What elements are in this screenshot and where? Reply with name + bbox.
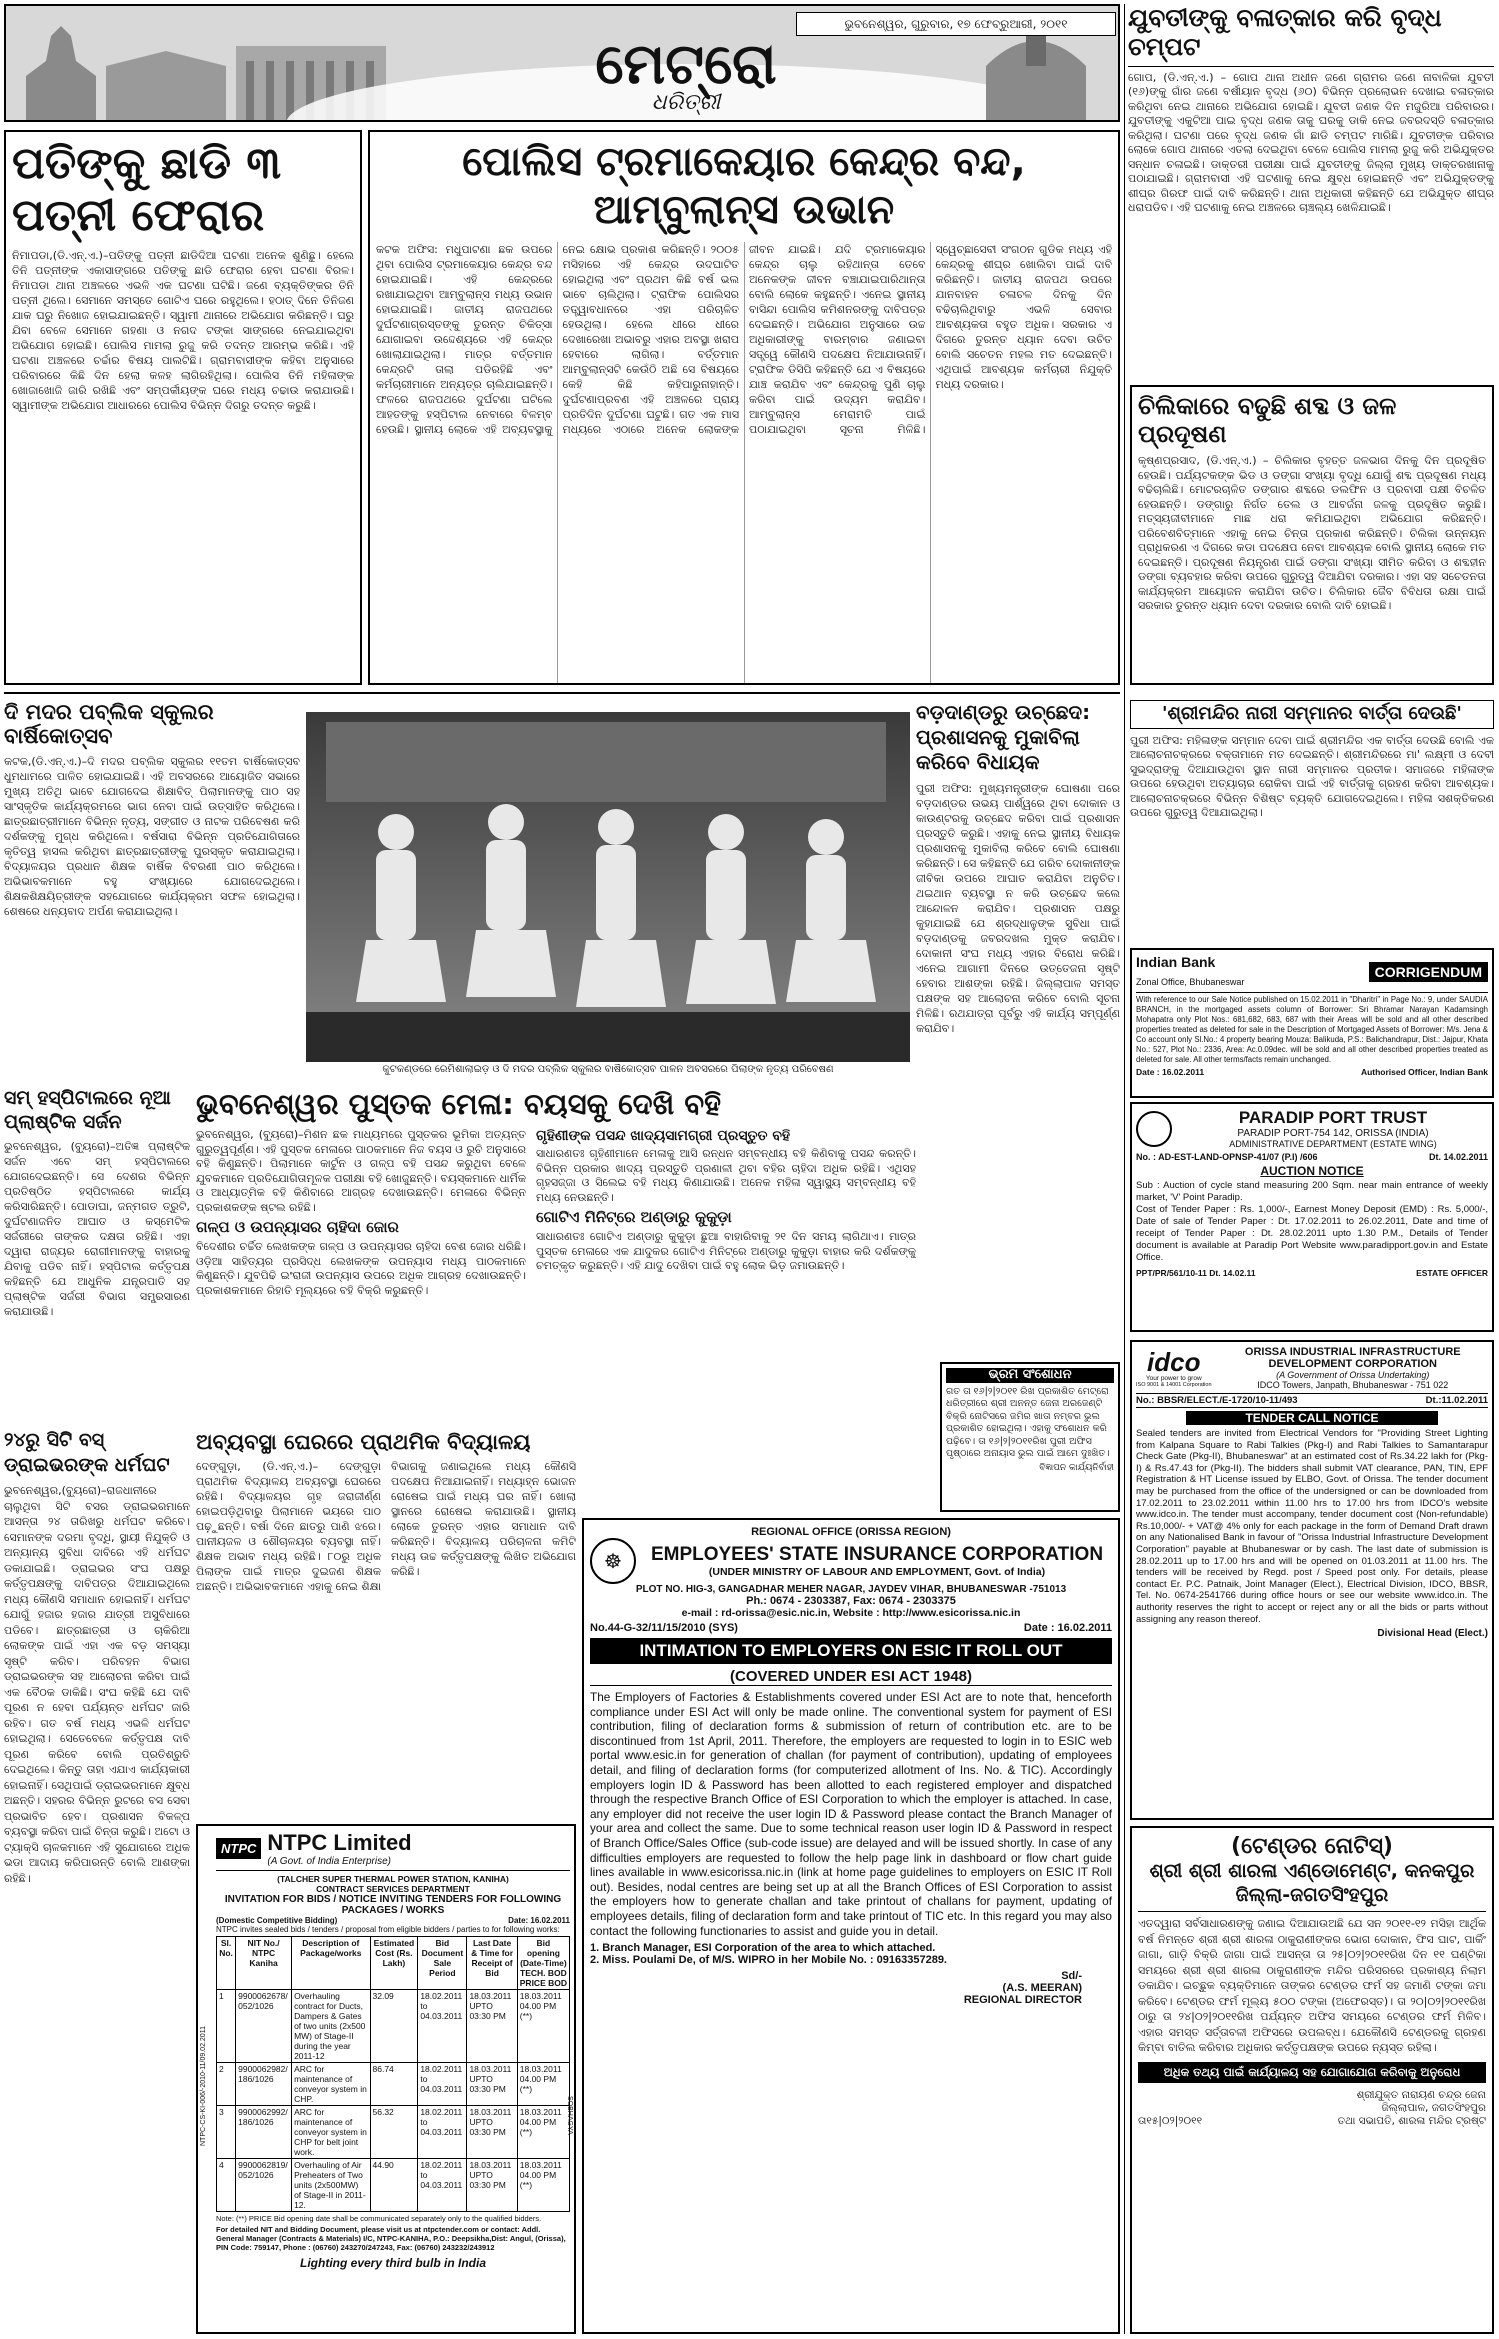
tender-signer-addr: ଜିଲ୍ଲାପାଳ, ଜଗତସିଂହପୁର: [1381, 2101, 1486, 2114]
ntpc-table-cell: 9900062982/ 186/1026: [236, 2063, 292, 2106]
paradip-title: PARADIP PORT TRUST: [1238, 1108, 1428, 1127]
tender-title: (ଟେଣ୍ଡର ନୋଟିସ୍): [1231, 1834, 1393, 1859]
esic-sign: Sd/-: [1061, 1970, 1082, 1983]
ntpc-table-cell: 18.02.2011 to 04.03.2011: [418, 1990, 467, 2063]
police-story: [368, 130, 1120, 685]
ntpc-table-cell: Overhauling of Air Preheaters of Two units (2x500MW) of Stage-II in 2011-12.: [292, 2159, 370, 2212]
odia-corrigendum-title: ଭ୍ରମ ସଂଶୋଧନ: [946, 1368, 1114, 1383]
bus-story: [4, 1428, 190, 2334]
esic-title: EMPLOYEES' STATE INSURANCE CORPORATION: [650, 1544, 1104, 1565]
hospital-story-headline: ସମ୍ ହସ୍ପିଟାଲରେ ନୂଆ ପ୍ଲାଷ୍ଟିକ ସର୍ଜନ: [4, 1087, 171, 1133]
ntpc-table-cell: ARC for maintenance of conveyor system in CHP.: [292, 2063, 370, 2106]
temple-story-headline: 'ଶ୍ରୀମନ୍ଦିର ନାରୀ ସମ୍ମାନର ବାର୍ତ୍ତା ଦେଉଛି': [1130, 700, 1494, 729]
ntpc-table-cell: 86.74: [370, 2063, 418, 2106]
esic-ministry: (UNDER MINISTRY OF LABOUR AND EMPLOYMENT, Govt. of India): [708, 1566, 1046, 1578]
idco-tagline: Your power to grow: [1145, 1374, 1202, 1382]
indian-bank-office: Zonal Office, Bhubaneswar: [1136, 977, 1245, 987]
primary-school-story: [196, 1430, 576, 1730]
paradip-port-ad: [1130, 1102, 1494, 1332]
esic-signer-title: REGIONAL DIRECTOR: [963, 1994, 1082, 2007]
idco-logo: idco: [1147, 1346, 1201, 1377]
photo-caption: କୁଟକଣ୍ଡରେ ରେମିଶାଲାଇଡ଼ ଓ ଦି ମଦର ପବ୍ଲିକ ସ୍କୁଲର ବାର୍ଷିକୋତ୍ସବ ପାଳନ ଅବସରରେ ପିଲାଙ୍କ ନୃତ୍ୟ ପରିବେଷଣ: [382, 1064, 834, 1075]
ntpc-table-cell: 18.03.2011 04.00 PM (**): [517, 2159, 569, 2212]
temple-story: [1130, 700, 1494, 945]
ntpc-table-cell: 18.03.2011 UPTO 03:30 PM: [467, 2159, 517, 2212]
ntpc-table-header: Sl. No.: [217, 1937, 236, 1990]
mla-story-body: ପୁରୀ ଅଫିସ: ମୁଖ୍ୟମନ୍ତ୍ରୀଙ୍କ ଘୋଷଣା ପରେ ବଡ଼ଦାଣ୍ଡର ଉଭୟ ପାର୍ଶ୍ୱରେ ଥିବା ଦୋକାନ ଓ କାଉଣ୍ଟରକୁ ଉଚ୍ଛେଦ କରିବା ପାଇଁ ପ୍ରଶାସନ ପ୍ରସ୍ତୁତି କରୁଛି। ଏହାକୁ ନେଇ ସ୍ଥାନୀୟ ବିଧାୟକ ପ୍ରଶାସନକୁ ମୁକାବିଲା କରିବେ ବୋଲି ଘୋଷଣା କରିଛନ୍ତି। ସେ କହିଛନ୍ତି ଯେ ଗରିବ ଦୋକାନୀଙ୍କ ଜୀବିକା ଉପରେ ଆଘାତ କରାଯିବା ଅନୁଚିତ। ଥଇଥାନ ବ୍ୟବସ୍ଥା ନ କରି ଉଚ୍ଛେଦ କଲେ ଆନ୍ଦୋଳନ କରାଯିବ। ପ୍ରଶାସନ ପକ୍ଷରୁ କୁହାଯାଇଛି ଯେ ଶ୍ରଦ୍ଧାଳୁଙ୍କ ସୁବିଧା ପାଇଁ ବଡ଼ଦାଣ୍ଡକୁ ଜବରଦଖଲ ମୁକ୍ତ କରାଯିବ। ଦୋକାନୀ ସଂଘ ମଧ୍ୟ ଏହାର ବିରୋଧ କରିଛି। ଏନେଇ ଆଗାମୀ ଦିନରେ ଉତ୍ତେଜନା ସୃଷ୍ଟି ହେବାର ଆଶଙ୍କା ରହିଛି। ଜିଲ୍ଲାପାଳ ସମସ୍ତ ପକ୍ଷଙ୍କ ସହ ଆଲୋଚନା କରିବେ ବୋଲି ସୂଚନା ମିଳିଛି। ରଥଯାତ୍ରା ପୂର୍ବରୁ ଏହି କାର୍ଯ୍ୟ ସମ୍ପୂର୍ଣ୍ଣ କରାଯିବ।: [916, 782, 1120, 1035]
ntpc-table-row: [217, 2106, 570, 2159]
ntpc-table-cell: 18.03.2011 04.00 PM (**): [517, 2106, 569, 2159]
dance-photo: [306, 712, 910, 1062]
paradip-dept: ADMINISTRATIVE DEPARTMENT (ESTATE WING): [1229, 1139, 1437, 1149]
mla-story: [916, 700, 1120, 1300]
ntpc-services: CONTRACT SERVICES DEPARTMENT: [316, 1884, 470, 1894]
masthead-subtitle: ଧରିତ୍ରୀ: [651, 90, 721, 115]
esic-emblem-icon: ☸: [590, 1538, 636, 1584]
book-fair-sub1-body: ସାଧାରଣତଃ ଗୃହିଣୀମାନେ ମେଳାକୁ ଆସି ରନ୍ଧନ ସମ୍ବନ୍ଧୀୟ ବହି କିଣିବାକୁ ପସନ୍ଦ କରନ୍ତି। ବିଭିନ୍ନ ପ୍ରକାର ଖାଦ୍ୟ ପ୍ରସ୍ତୁତି ପ୍ରଣାଳୀ ଥିବା ବହିର ଚାହିଦା ଅଧିକ ରହିଛି। ଏଥିସହ ଗୃହସଜ୍ଜା ଓ ସିଲେଇ ବହି ମଧ୍ୟ କିଣାଯାଉଛି। ଅନେକ ମହିଳା ସ୍ୱାସ୍ଥ୍ୟ ସମ୍ବନ୍ଧୀୟ ବହି ମଧ୍ୟ ନେଉଛନ୍ତି।: [536, 1147, 916, 1204]
chilika-story: [1130, 385, 1494, 685]
abandon-story: [4, 130, 362, 685]
idco-iso: ISO 9001 & 14001 Corporation: [1136, 1381, 1212, 1388]
book-fair-body: ଭୁବନେଶ୍ୱର, (ବ୍ୟୁରୋ)–ମିଶନ ଛକ ମାଧ୍ୟମରେ ପୁସ୍ତକର ଭୂମିକା ଅତ୍ୟନ୍ତ ଗୁରୁତ୍ୱପୂର୍ଣ୍ଣ। ଏହି ପୁସ୍ତକ ମେଳାରେ ପାଠକମାନେ ନିଜ ବୟସ ଓ ରୁଚି ଅନୁସାରେ ବହି କିଣୁଛନ୍ତି। ପିଲାମାନେ କାର୍ଟୁନ ଓ ଗଳ୍ପ ବହି ପସନ୍ଦ କରୁଥିବା ବେଳେ ଯୁବକମାନେ ପ୍ରତିଯୋଗିତାମୂଳକ ପରୀକ୍ଷା ବହି ଖୋଜୁଛନ୍ତି। ବୟସ୍କମାନେ ଧାର୍ମିକ ଓ ଆଧ୍ୟାତ୍ମିକ ବହି କିଣିବାରେ ଆଗ୍ରହ ଦେଖାଉଛନ୍ତି। ମେଳାରେ ବିଭିନ୍ନ ପ୍ରକାଶକଙ୍କ ଷ୍ଟଲ ରହିଛି।: [196, 1128, 526, 1214]
mla-story-headline: ବଡ଼ଦାଣ୍ଡରୁ ଉଚ୍ଛେଦ: ପ୍ରଶାସନକୁ ମୁକାବିଲା କରିବେ ବିଧାୟକ: [916, 700, 1091, 774]
idco-signatory: Divisional Head (Elect.): [1377, 1628, 1488, 1640]
idco-body: Sealed tenders are invited from Electrical Vendors for "Providing Street Lighting from Kalpana Square to Rabi Talkies (Pkg-I) and Rabi Talkies to Samantarapur Check Gate (Pkg-II), Bhubaneswar" at an estimated cost of Rs.34.22 lakh for (Pkg-I) & Rs.47.43 for (Pkg-II). The bidders shall submit VAT clearance, PAN, TIN, EPF Registration & HT License issued by ELBO, Govt. of Orissa. The tender document may be purchased from the office of the undersigned or can be downloaded from 17.02.2011 to 23.02.2011 within 11.00 hrs to 17.00 hrs from IDCO's website www.idco.in. The tender must accompany, tender document cost (Non-refundable) Rs.10,000/- + VAT@ 4% only for each package in the form of Demand Draft drawn on any Nationalised Bank in favour of "Orissa Industrial Infrastructure Development Corporation" payable at Bhubaneswar or by cash. The last date of submission is 28.02.2011 up to 17.00 hrs and will be opened on 01.03.2011 at 11.00 hrs. The tenders will be received by Regd. post / Speed post only. For details, please contact Er. P.C. Patnaik, Joint Manager (Elect.), Electrical Division, IDCO, BBSR, Tel. No. 0674-2541766 during office hours or see our website www.idco.in. The authority reserves the right to accept or reject any or all the bids or parts without assigning any reason thereof.: [1136, 1428, 1488, 1625]
ntpc-title: NTPC Limited: [267, 1830, 412, 1855]
ntpc-table-cell: ARC for maintenance of conveyor system in CHP for belt joint work.: [292, 2106, 370, 2159]
ntpc-table-cell: 18.03.2011 04.00 PM (**): [517, 2063, 569, 2106]
esic-contact2: 2. Miss. Poulami De, of M/S. WIPRO in her Mobile No. : 09163357289.: [590, 1954, 947, 1967]
book-fair-story: [196, 1086, 916, 1416]
ntpc-table-header: Bid Document Sale Period: [418, 1937, 467, 1990]
hospital-story: [4, 1086, 190, 1426]
book-fair-sub2-headline: ଗଳ୍ପ ଓ ଉପନ୍ୟାସର ଚାହିଦା ଜୋର: [196, 1218, 399, 1236]
ntpc-table-cell: 18.03.2011 UPTO 03:30 PM: [467, 2063, 517, 2106]
book-fair-sub2-body: ବିଦେଶୀର ଚର୍ଚ୍ଚିତ ଲେଖକଙ୍କ ଗଳ୍ପ ଓ ଉପନ୍ୟାସର ଚାହିଦା ବେଶ ଜୋର ଧରିଛି। ଓଡ଼ିଆ ସାହିତ୍ୟର ପ୍ରସିଦ୍ଧ ଲେଖକଙ୍କ ଉପନ୍ୟାସ ମଧ୍ୟ ପାଠକମାନେ କିଣୁଛନ୍ତି। ଯୁବପିଢି ଇଂରାଜୀ ଉପନ୍ୟାସ ଉପରେ ଅଧିକ ଆଗ୍ରହ ଦେଖାଉଛନ୍ତି। ପ୍ରକାଶକମାନେ ରିହାତି ମୂଲ୍ୟରେ ବହି ବିକ୍ରି କରୁଛନ୍ତି।: [196, 1240, 526, 1297]
ntpc-tagline: Lighting every third bulb in India: [300, 2256, 486, 2270]
ntpc-table-cell: 18.03.2011 04.00 PM (**): [517, 1990, 569, 2063]
esic-ad: [582, 1518, 1120, 2334]
masthead: [4, 4, 1120, 122]
tender-signer: ଶ୍ରୀଯୁକ୍ତ ନାରାୟଣ ଚନ୍ଦ୍ର ଜେନା: [1356, 2088, 1486, 2101]
police-story-headline: ପୋଲିସ ଟ୍ରମାକେୟାର କେନ୍ଦ୍ର ବନ୍ଦ, ଆମ୍ବୁଲାନ୍ସ ଉଭାନ: [462, 139, 1026, 233]
ntpc-table-cell: 9900062819/ 052/1026: [236, 2159, 292, 2212]
idco-ref-date: Dt.:11.02.2011: [1425, 1395, 1488, 1406]
ntpc-intro: NTPC invites sealed bids / tenders / proposal from eligible bidders / parties to for following works:: [216, 1925, 560, 1934]
ntpc-table-row: [217, 2159, 570, 2212]
esic-contact1: 1. Branch Manager, ESI Corporation of the area to which attached.: [590, 1942, 936, 1955]
indian-bank-ad: [1130, 948, 1494, 1098]
ntpc-table-row: [217, 2063, 570, 2106]
tender-signer-title: ତଥା ସଭାପତି, ଶାରଳା ମନ୍ଦିର ଟ୍ରଷ୍ଟ: [1337, 2114, 1486, 2127]
esic-region: REGIONAL OFFICE (ORISSA REGION): [751, 1526, 951, 1538]
paradip-emblem-icon: [1136, 1111, 1172, 1147]
rape-story-headline: ଯୁବତୀଙ୍କୁ ବଳାତ୍କାର କରି ବୃଦ୍ଧ ଚମ୍ପଟ: [1128, 4, 1494, 67]
ntpc-table-cell: 18.03.2011 UPTO 03:30 PM: [467, 2106, 517, 2159]
school-story-headline: ଦି ମଦର ପବ୍ଲିକ ସ୍କୁଲର ବାର୍ଷିକୋତ୍ସବ: [4, 700, 214, 749]
ntpc-table-cell: 44.90: [370, 2159, 418, 2212]
esic-addr: PLOT NO. HIG-3, GANGADHAR MEHER NAGAR, JAYDEV VIHAR, BHUBANESWAR -751013: [635, 1584, 1067, 1595]
tender-footer: ଅଧିକ ତଥ୍ୟ ପାଇଁ କାର୍ଯ୍ୟାଳୟ ସହ ଯୋଗାଯୋଗ କରିବାକୁ ଅନୁରୋଧ: [1138, 2062, 1486, 2083]
idco-addr: IDCO Towers, Janpath, Bhubaneswar - 751 022: [1257, 1380, 1449, 1390]
indian-bank-body: With reference to our Sale Notice published on 15.02.2011 in "Dharitri" in Page No.: 9, under SAUDIA BRANCH, in the mortgaged assets column of Borrower: Sri Bhramar Narayan Kadamsingh Mohapatra only Plot Nos.: 681,682, 683, 687 with their Areas will be sold and all other described properties treated as deleted for sale in the Description of Mortgaged Assets of Borrower: M/s. Jena & Co account only Sl.No.: 4 property bearing Mouza: Balikuda, P.S.: Balichandrapur, Dist.: Jajpur, Khata No.: 527, Plot No.: 2336, Area: Ac.0.09dec. will be sold and all other described properties treated as deleted for sale. All other terms/facts remain unchanged.: [1136, 995, 1488, 1064]
masthead-title: ମେଟ୍ରୋ: [595, 32, 777, 97]
idco-ad: [1130, 1340, 1494, 1820]
esic-date: Date : 16.02.2011: [1023, 1622, 1112, 1634]
ntpc-side-right: SOBHAGYA: [566, 2096, 573, 2135]
paradip-addr: PARADIP PORT-754 142, ORISSA (INDIA): [1237, 1128, 1429, 1139]
ntpc-table-row: [217, 1990, 570, 2063]
idco-notice: TENDER CALL NOTICE: [1186, 1411, 1438, 1425]
dateline: ଭୁବନେଶ୍ୱର, ଗୁରୁବାର, ୧୭ ଫେବ୍ରୁଆରୀ, ୨୦୧୧: [796, 12, 1116, 36]
ntpc-table-cell: 4: [217, 2159, 236, 2212]
indian-bank-signatory: Authorised Officer, Indian Bank: [1360, 1067, 1488, 1077]
temple-story-body: ପୁରୀ ଅଫିସ: ମହିଳାଙ୍କ ସମ୍ମାନ ଦେବା ପାଇଁ ଶ୍ରୀମନ୍ଦିର ଏକ ବାର୍ତ୍ତା ଦେଉଛି ବୋଲି ଏକ ଆଲୋଚନାଚକ୍ରରେ ବକ୍ତାମାନେ ମତ ଦେଇଛନ୍ତି। ଶ୍ରୀମନ୍ଦିରରେ ମା' ଲକ୍ଷ୍ମୀ ଓ ଦେବୀ ସୁଭଦ୍ରାଙ୍କୁ ଦିଆଯାଉଥିବା ସ୍ଥାନ ନାରୀ ସମ୍ମାନର ପ୍ରତୀକ। ସମାଜରେ ମହିଳାଙ୍କ ଉପରେ ହେଉଥିବା ଅତ୍ୟାଚାର ରୋକିବା ପାଇଁ ଏହି ବାର୍ତ୍ତାକୁ ଗ୍ରହଣ କରିବା ଆବଶ୍ୟକ। ଆଲୋଚନାଚକ୍ରରେ ବିଭିନ୍ନ ବିଶିଷ୍ଟ ବ୍ୟକ୍ତି ଯୋଗଦେଇଥିଲେ। ମହିଳା ସଶକ୍ତିକରଣ ଉପରେ ଗୁରୁତ୍ୱ ଦିଆଯାଇଥିଲା।: [1130, 733, 1494, 820]
paradip-notice: AUCTION NOTICE: [1260, 1164, 1364, 1178]
ntpc-logo: NTPC: [216, 1838, 261, 1859]
ntpc-table-header: Estimated Cost (Rs. Lakh): [370, 1937, 418, 1990]
ntpc-table-header: NIT No./ NTPC Kaniha: [236, 1937, 292, 1990]
ntpc-table-header: Bid opening (Date-Time) TECH. BOD PRICE BOD: [517, 1937, 569, 1990]
ntpc-table-header: Description of Package/works: [292, 1937, 370, 1990]
ntpc-table-cell: 9900062678/ 052/1026: [236, 1990, 292, 2063]
police-story-body: କଟକ ଅଫିସ: ମଧୁପାଟଣା ଛକ ଉପରେ ଥିବା ପୋଲିସ ଟ୍ରମାକେୟାର କେନ୍ଦ୍ର ବନ୍ଦ ହୋଇଯାଇଛି। ଏହି କେନ୍ଦ୍ରରେ ରଖାଯାଇଥିବା ଆମ୍ବୁଲାନ୍ସ ମଧ୍ୟ ଉଭାନ ହୋଇଯାଇଛି। ଜାତୀୟ ରାଜପଥରେ ଦୁର୍ଘଟଣାଗ୍ରସ୍ତଙ୍କୁ ତୁରନ୍ତ ଚିକିତ୍ସା ଯୋଗାଇବା ଉଦ୍ଦେଶ୍ୟରେ ଏହି କେନ୍ଦ୍ର ଖୋଲାଯାଇଥିଲା। ମାତ୍ର ବର୍ତ୍ତମାନ କେନ୍ଦ୍ରଟି ତାଲା ପଡିରହିଛି ଏବଂ କର୍ମଚାରୀମାନେ ଅନ୍ୟତ୍ର ଚାଲିଯାଇଛନ୍ତି। ଫଳରେ ରାଜପଥରେ ଦୁର୍ଘଟଣା ଘଟିଲେ ଆହତଙ୍କୁ ହସ୍ପିଟାଲ ନେବାରେ ବିଳମ୍ବ ହେଉଛି। ସ୍ଥାନୀୟ ଲୋକେ ଏହି ଅବ୍ୟବସ୍ଥାକୁ ନେଇ କ୍ଷୋଭ ପ୍ରକାଶ କରିଛନ୍ତି। ୨୦୦୫ ମସିହାରେ ଏହି କେନ୍ଦ୍ର ଉଦଘାଟିତ ହୋଇଥିଲା ଏବଂ ପ୍ରଥମ କିଛି ବର୍ଷ ଭଲ ଭାବେ ଚାଲିଥିଲା। ଟ୍ରାଫିକ ପୋଲିସର ତତ୍ତ୍ୱାବଧାନରେ ଏହା ପରିଚାଳିତ ହେଉଥିଲା। ହେଲେ ଧୀରେ ଧୀରେ ଦେଖାରେଖା ଅଭାବରୁ ଏହାର ଅବସ୍ଥା ଖରାପ ହେବାରେ ଲାଗିଲା। ବର୍ତ୍ତମାନ ଆମ୍ବୁଲାନ୍ସଟି କେଉଁଠି ଅଛି ସେ ବିଷୟରେ କେହି କିଛି କହିପାରୁନାହାନ୍ତି। ଦୁର୍ଘଟଣାପ୍ରବଣ ଏହି ଅଞ୍ଚଳରେ ପ୍ରାୟ ପ୍ରତିଦିନ ଦୁର୍ଘଟଣା ଘଟୁଛି। ଗତ ଏକ ମାସ ମଧ୍ୟରେ ଏଠାରେ ଅନେକ ଲୋକଙ୍କ ଜୀବନ ଯାଇଛି। ଯଦି ଟ୍ରମାକେୟାର କେନ୍ଦ୍ର ଚାଲୁ ରହିଥାନ୍ତା ତେବେ ଅନେକଙ୍କ ଜୀବନ ବଞ୍ଚାଯାଇପାରିଥାନ୍ତା ବୋଲି ଲୋକେ କହୁଛନ୍ତି। ଏନେଇ ସ୍ଥାନୀୟ ବାସିନ୍ଦା ପୋଲିସ କମିଶନରଙ୍କୁ ଦାବିପତ୍ର ଦେଇଛନ୍ତି। ଅଭିଯୋଗ ଅନୁସାରେ ଉଚ୍ଚ ଅଧିକାରୀଙ୍କୁ ବାରମ୍ବାର ଜଣାଇବା ସତ୍ତ୍ୱେ କୌଣସି ପଦକ୍ଷେପ ନିଆଯାଉନାହିଁ। ଟ୍ରାଫିକ ଡିସିପି କହିଛନ୍ତି ଯେ ଏ ବିଷୟରେ ଯାଞ୍ଚ କରାଯିବ ଏବଂ କେନ୍ଦ୍ରକୁ ପୁଣି ଚାଲୁ କରିବା ପାଇଁ ଉଦ୍ୟମ କରାଯିବ। ଆମ୍ବୁଲାନ୍ସ ମେରାମତି ପାଇଁ ପଠାଯାଇଥିବା ସୂଚନା ମିଳିଛି। ସ୍ୱେଚ୍ଛାସେବୀ ସଂଗଠନ ଗୁଡିକ ମଧ୍ୟ ଏହି କେନ୍ଦ୍ରକୁ ଶୀଘ୍ର ଖୋଲିବା ପାଇଁ ଦାବି କରିଛନ୍ତି। ଜାତୀୟ ରାଜପଥ ଉପରେ ଯାନବାହନ ଚଳାଚଳ ଦିନକୁ ଦିନ ବଢିଚାଲିଥିବାରୁ ଏଭଳି ସେବାର ଆବଶ୍ୟକତା ବହୁତ ଅଧିକ। ସରକାର ଏ ଦିଗରେ ତୁରନ୍ତ ଧ୍ୟାନ ଦେବା ଉଚିତ ବୋଲି ସଚେତନ ମହଲ ମତ ଦେଇଛନ୍ତି। ଏଥିପାଇଁ ଆବଶ୍ୟକ କର୍ମଚାରୀ ନିଯୁକ୍ତି ମଧ୍ୟ ଦରକାର।: [376, 243, 1112, 436]
ntpc-table-cell: Overhauling contract for Ducts, Dampers & Gates of two units (2x500 MW) of Stage-II during the year 2011-12: [292, 1990, 370, 2063]
tender-subtitle: ଶ୍ରୀ ଶ୍ରୀ ଶାରଳା ଏଣ୍ଡୋମେଣ୍ଟ, କନକପୁର ଜିଲ୍ଲା-ଜଗତସିଂହପୁର: [1138, 1859, 1486, 1912]
esic-email: e-mail : rd-orissa@esic.nic.in, Website : http://www.esicorissa.nic.in: [681, 1607, 1021, 1619]
primary-school-body: ଦେଙ୍ଗୁଡ଼ା, (ଡି.ଏନ୍.ଏ.)– ଦେଙ୍ଗୁଡ଼ା ପ୍ରାଥମିକ ବିଦ୍ୟାଳୟ ଅବ୍ୟବସ୍ଥା ଘେରରେ ରହିଛି। ବିଦ୍ୟାଳୟର ଗୃହ ଜରାଜୀର୍ଣ୍ଣ ହୋଇପଡ଼ିଥିବାରୁ ପିଲାମାନେ ଭୟରେ ପାଠ ପଢ଼ୁଛନ୍ତି। ବର୍ଷା ଦିନେ ଛାତରୁ ପାଣି ଝରେ। ପାନୀୟଜଳ ଓ ଶୌଚାଳୟର ବ୍ୟବସ୍ଥା ନାହିଁ। ଶିକ୍ଷକ ଅଭାବ ମଧ୍ୟ ରହିଛି। ୮୦ରୁ ଅଧିକ ପିଲାଙ୍କ ପାଇଁ ମାତ୍ର ଦୁଇଜଣ ଶିକ୍ଷକ ଅଛନ୍ତି। ଅଭିଭାବକମାନେ ଏହାକୁ ନେଇ ଶିକ୍ଷା ବିଭାଗକୁ ଜଣାଇଥିଲେ ମଧ୍ୟ କୌଣସି ପଦକ୍ଷେପ ନିଆଯାଇନାହିଁ। ମଧ୍ୟାହ୍ନ ଭୋଜନ ରୋଷେଇ ପାଇଁ ମଧ୍ୟ ଘର ନାହିଁ। ଖୋଲା ସ୍ଥାନରେ ରୋଷେଇ କରାଯାଉଛି। ସ୍ଥାନୀୟ ଲୋକେ ତୁରନ୍ତ ଏହାର ସମାଧାନ ଦାବି କରିଛନ୍ତି। ବିଦ୍ୟାଳୟ ପରିଚାଳନା କମିଟି ମଧ୍ୟ ଉଚ୍ଚ କର୍ତ୍ତୃପକ୍ଷଙ୍କୁ ଲିଖିତ ଅଭିଯୋଗ କରିଛି।: [196, 1460, 576, 1594]
paradip-officer: ESTATE OFFICER: [1416, 1268, 1488, 1278]
bus-story-body: ଭୁବନେଶ୍ୱର,(ବ୍ୟୁରୋ)–ରାଜଧାନୀରେ ଚାଲୁଥିବା ସିଟି ବସର ଡ୍ରାଇଭରମାନେ ଆସନ୍ତା ୨୪ ତାରିଖରୁ ଧର୍ମଘଟ କରିବେ। ସେମାନଙ୍କ ଦରମା ବୃଦ୍ଧି, ସ୍ଥାୟୀ ନିଯୁକ୍ତି ଓ ଅନ୍ୟାନ୍ୟ ସୁବିଧା ଦାବିରେ ଏହି ଧର୍ମଘଟ ଡକାଯାଇଛି। ଡ୍ରାଇଭର ସଂଘ ପକ୍ଷରୁ କର୍ତ୍ତୃପକ୍ଷଙ୍କୁ ଦାବିପତ୍ର ଦିଆଯାଇଥିଲେ ମଧ୍ୟ କୌଣସି ସମାଧାନ ହୋଇନାହିଁ। ଧର୍ମଘଟ ଯୋଗୁଁ ହଜାର ହଜାର ଯାତ୍ରୀ ଅସୁବିଧାରେ ପଡିବେ। ଛାତ୍ରଛାତ୍ରୀ ଓ ଚାକିରିଆ ଲୋକଙ୍କ ପାଇଁ ଏହା ଏକ ବଡ଼ ସମସ୍ୟା ସୃଷ୍ଟି କରିବ। ପରିବହନ ବିଭାଗ ଡ୍ରାଇଭରଙ୍କ ସହ ଆଲୋଚନା କରିବା ପାଇଁ ଏକ ବୈଠକ ଡାକିଛି। ସଂଘ କହିଛି ଯେ ଦାବି ପୂରଣ ନ ହେବା ପର୍ଯ୍ୟନ୍ତ ଧର୍ମଘଟ ଜାରି ରହିବ। ଗତ ବର୍ଷ ମଧ୍ୟ ଏଭଳି ଧର୍ମଘଟ ହୋଇଥିଲା। ସେତେବେଳେ କର୍ତ୍ତୃପକ୍ଷ ଦାବି ପୂରଣ କରିବେ ବୋଲି ପ୍ରତିଶ୍ରୁତି ଦେଇଥିଲେ। କିନ୍ତୁ ତାହା ଏଯାଏ କାର୍ଯ୍ୟକାରୀ ହୋଇନାହିଁ। ସେଥିପାଇଁ ଡ୍ରାଇଭରମାନେ କ୍ଷୁବ୍ଧ ଅଛନ୍ତି। ସହରର ବିଭିନ୍ନ ରୁଟରେ ବସ ସେବା ପ୍ରଭାବିତ ହେବ। ପ୍ରଶାସନ ବିକଳ୍ପ ବ୍ୟବସ୍ଥା କରିବା ପାଇଁ ଚିନ୍ତା କରୁଛି। ଅଟୋ ଓ ଟ୍ୟାକ୍ସି ଚାଳକମାନେ ଏହି ସୁଯୋଗରେ ଅଧିକ ଭଡା ଆଦାୟ କରିପାରନ୍ତି ବୋଲି ଆଶଙ୍କା ରହିଛି।: [4, 1484, 190, 1885]
ntpc-invite: INVITATION FOR BIDS / NOTICE INVITING TENDERS FOR FOLLOWING PACKAGES / WORKS: [224, 1894, 562, 1916]
ntpc-table: [216, 1936, 570, 2212]
ntpc-table-cell: 1: [217, 1990, 236, 2063]
ntpc-note: Note: (**) PRICE Bid opening date shall be communicated separately only to the qualified bidders.: [216, 2214, 542, 2223]
tender-body: ଏତଦ୍ୱାରା ସର୍ବସାଧାରଣଙ୍କୁ ଜଣାଇ ଦିଆଯାଉଅଛି ଯେ ସନ ୨୦୧୧-୧୨ ମସିହା ଆର୍ଥିକ ବର୍ଷ ନିମନ୍ତେ ଶ୍ରୀ ଶ୍ରୀ ଶାରଳା ଠାକୁରାଣୀଙ୍କର ଭୋଗ ଦୋକାନ, ଫିସ ଘାଟ, ପାର୍କିଂ ଜାଗା, ଗାଡ଼ି ବିକ୍ରି ଜାଗା ପାଇଁ ଆସନ୍ତା ତା ୨୫|୦୨|୨୦୧୧ରିଖ ଦିନ ୧୧ ଘଣ୍ଟିକା ସମୟରେ ଶ୍ରୀ ଶ୍ରୀ ଶାରଳା ଠାକୁରାଣୀଙ୍କ ମନ୍ଦିର ପରିସରରେ ପ୍ରକାଶ୍ୟ ନିଲାମ ଡକାଯିବ। ଇଚ୍ଛୁକ ବ୍ୟକ୍ତିମାନେ ତାଙ୍କର ଟେଣ୍ଡର ଫର୍ମ ସହ ଜମାଣି ଟଙ୍କା ଜମା କରିବେ। ଟେଣ୍ଡର ଫର୍ମ ମୂଲ୍ୟ ୫୦୦ ଟଙ୍କା (ଅଫେରସ୍ତ)। ତା ୨୦|୦୨|୨୦୧୧ରିଖ ଠାରୁ ତା ୨୪|୦୨|୨୦୧୧ରିଖ ପର୍ଯ୍ୟନ୍ତ ଅଫିସ ସମୟରେ ଟେଣ୍ଡର ଫର୍ମ ମିଳିବ। ଏହାର ସମସ୍ତ ସର୍ତ୍ତାବଳୀ ଅଫିସରେ ଉପଲବ୍ଧ। ଯେକୌଣସି ଟେଣ୍ଡରକୁ ଗ୍ରହଣ କିମ୍ବା ବାତିଲ କରିବାର ଅଧିକାର କର୍ତ୍ତୃପକ୍ଷଙ୍କ ଉପରେ ନ୍ୟସ୍ତ ରହିଲା।: [1138, 1917, 1486, 2054]
ntpc-table-cell: 9900062992/ 186/1026: [236, 2106, 292, 2159]
odia-tender-ad: [1130, 1826, 1494, 2334]
indian-bank-logo: Indian Bank: [1136, 954, 1216, 970]
school-story-body: କଟକ,(ଡି.ଏନ୍.ଏ.)–ଦି ମଦର ପବ୍ଲିକ ସ୍କୁଲର ୧୧ତମ ବାର୍ଷିକୋତ୍ସବ ଧୁମଧାମରେ ପାଳିତ ହୋଇଯାଇଛି। ଏହି ଅବସରରେ ଆୟୋଜିତ ସଭାରେ ମୁଖ୍ୟ ଅତିଥି ଭାବେ ଯୋଗଦେଇ ଶିକ୍ଷାବିତ୍ ପିଲାମାନଙ୍କୁ ପାଠ ସହ ସାଂସ୍କୃତିକ କାର୍ଯ୍ୟକ୍ରମରେ ଭାଗ ନେବା ପାଇଁ ଉତ୍ସାହିତ କରିଥିଲେ। ଛାତ୍ରଛାତ୍ରୀମାନେ ବିଭିନ୍ନ ନୃତ୍ୟ, ସଙ୍ଗୀତ ଓ ନାଟକ ପରିବେଷଣ କରି ଦର୍ଶକଙ୍କୁ ମୁଗ୍ଧ କରିଥିଲେ। ବର୍ଷସାରା ବିଭିନ୍ନ ପ୍ରତିଯୋଗିତାରେ କୃତିତ୍ୱ ହାସଲ କରିଥିବା ଛାତ୍ରଛାତ୍ରୀଙ୍କୁ ପୁରସ୍କୃତ କରାଯାଇଥିଲା। ବିଦ୍ୟାଳୟର ପ୍ରଧାନ ଶିକ୍ଷକ ବାର୍ଷିକ ବିବରଣୀ ପାଠ କରିଥିଲେ। ଅଭିଭାବକମାନେ ବହୁ ସଂଖ୍ୟାରେ ଯୋଗଦେଇଥିଲେ। ଶିକ୍ଷକଶିକ୍ଷୟିତ୍ରୀଙ୍କ ସହଯୋଗରେ କାର୍ଯ୍ୟକ୍ରମ ସଫଳ ହୋଇଥିଲା। ଶେଷରେ ଧନ୍ୟବାଦ ଅର୍ପଣ କରାଯାଇଥିଲା।: [4, 755, 300, 919]
ntpc-contact: For detailed NIT and Bidding Document, please visit us at ntpctender.com or contact: Addl. General Manager (Contracts & Materials) I/C, NTPC-KANIHA, P.O.: Deepsikha,Dist: Angul, (Orissa), PIN Code: 759147, Phone : (06760) 243270/247243, Fax: (06760) 243232/243912: [216, 2225, 566, 2252]
esic-body: The Employers of Factories & Establishments covered under ESI Act are to note that, henceforth compliance under ESI Act will only be made online. The conventional system for payment of ESI contribution, filing of declaration forms & submission of return of contribution etc. are to be discontinued from 1st April, 2011. Therefore, the employers are requested to login in to ESIC web portal www.esic.in for generation of challan (for payment of contribution), updating of employees detail, and filing of declaration forms (for computerized allotment of Ins. No. & TIC). Accordingly employers login ID & Password has been allotted to each registered employer and dispatched through the respective Branch Office of ESI Corporation to which the employer is attached. In case, any employer did not receive the user login ID & Password please contact the Branch Manager of your area and collect the same. Due to some technical reason user login ID & Password in respect of Branch Office/Sales Office (sub-code issue) are delayed and will be issued shortly. In case of any difficulties employers are requested to follow the help page link in dashboard or flow chart guide lines available in www.esicorissa.nic.in (link at home page guidelines to employers on ESIC IT Roll out). Besides, nodal centres are being set up at all the Branch Offices of ESI Corporation to assist the employers how to generate challan and take printout of challans for payment, updating of employees details, filing of declaration form and take printout of TIC etc. In this regard you may also contact the following functionaries to assist and guide you in detail.: [590, 1690, 1112, 1938]
odia-corrigendum: [940, 1362, 1120, 1512]
tender-date: ତା୧୫|୦୨|୨୦୧୧: [1138, 2114, 1203, 2127]
chilika-story-body: କୃଷ୍ଣପ୍ରସାଦ, (ଡି.ଏନ୍.ଏ.) – ଚିଲିକାର ବୃହତ୍ତ ଜଳଭାଗ ଦିନକୁ ଦିନ ପ୍ରଦୂଷିତ ହେଉଛି। ପର୍ଯ୍ୟଟକଙ୍କ ଭିଡ ଓ ଡଙ୍ଗା ସଂଖ୍ୟା ବୃଦ୍ଧି ଯୋଗୁଁ ଶବ୍ଦ ପ୍ରଦୂଷଣ ମଧ୍ୟ ବଢିଚାଲିଛି। ମୋଟରଚାଳିତ ଡଙ୍ଗାର ଶବ୍ଦରେ ଡଲଫିନ ଓ ପ୍ରବାସୀ ପକ୍ଷୀ ବିଚଳିତ ହେଉଛନ୍ତି। ଡଙ୍ଗାରୁ ନିର୍ଗତ ତେଲ ଓ ଆବର୍ଜନା ଜଳକୁ ପ୍ରଦୂଷିତ କରୁଛି। ମତ୍ସ୍ୟଜୀବୀମାନେ ମାଛ ଧରା କମିଯାଇଥିବା ଅଭିଯୋଗ କରିଛନ୍ତି। ପରିବେଶବିତ୍‌ମାନେ ଏହାକୁ ନେଇ ଚିନ୍ତା ପ୍ରକାଶ କରିଛନ୍ତି। ଚିଲିକା ଉନ୍ନୟନ ପ୍ରାଧିକରଣ ଏ ଦିଗରେ କଡା ପଦକ୍ଷେପ ନେବା ଆବଶ୍ୟକ ବୋଲି ସ୍ଥାନୀୟ ଲୋକେ ମତ ଦେଇଛନ୍ତି। ପ୍ରଦୂଷଣ ନିୟନ୍ତ୍ରଣ ପାଇଁ ଡଙ୍ଗା ସଂଖ୍ୟା ସୀମିତ କରିବା ଓ ଶବ୍ଦହୀନ ଡଙ୍ଗା ବ୍ୟବହାର କରିବା ଉପରେ ଗୁରୁତ୍ୱ ଦିଆଯିବା ଦରକାର। ଏହା ସହ ସଚେତନତା କାର୍ଯ୍ୟକ୍ରମ ଆୟୋଜନ କରାଯିବା ଉଚିତ। ଚିଲିକାର ଜୈବ ବିବିଧତା ରକ୍ଷା ପାଇଁ ସରକାର ତୁରନ୍ତ ଧ୍ୟାନ ଦେବା ଦରକାର ବୋଲି ଦାବି ହୋଇଛି।: [1138, 454, 1486, 613]
ntpc-table-cell: 56.32: [370, 2106, 418, 2159]
chilika-story-headline: ଚିଲିକାରେ ବଢୁଛି ଶବ୍ଦ ଓ ଜଳ ପ୍ରଦୂଷଣ: [1138, 392, 1397, 448]
ntpc-table-cell: 18.02.2011 to 04.03.2011: [418, 2159, 467, 2212]
paradip-ref-date: Dt. 14.02.2011: [1428, 1152, 1488, 1162]
indian-bank-title: CORRIGENDUM: [1369, 962, 1488, 982]
abandon-story-headline: ପତିଙ୍କୁ ଛାଡି ୩ ପତ୍ନୀ ଫେରାର: [12, 138, 281, 241]
rape-story: [1128, 4, 1494, 384]
school-story: [4, 700, 300, 1080]
ntpc-bidding: (Domestic Competitive Bidding): [216, 1916, 338, 1925]
ntpc-date: Date: 16.02.2011: [508, 1916, 570, 1925]
indian-bank-date: Date : 16.02.2011: [1136, 1067, 1205, 1077]
hospital-story-body: ଭୁବନେଶ୍ୱର, (ବ୍ୟୁରୋ)–ଅତିଜ୍ଞ ପ୍ଲାଷ୍ଟିକ ସର୍ଜନ ଏବେ ସମ୍ ହସ୍ପିଟାଲରେ ଯୋଗଦେଇଛନ୍ତି। ସେ ଦେଶର ବିଭିନ୍ନ ପ୍ରତିଷ୍ଠିତ ହସ୍ପିଟାଲରେ କାର୍ଯ୍ୟ କରିସାରିଛନ୍ତି। ପୋଡାଘା, ଜନ୍ମଗତ ତ୍ରୁଟି, ଦୁର୍ଘଟଣାଜନିତ ଆଘାତ ଓ କସ୍ମେଟିକ ସର୍ଜରୀରେ ତାଙ୍କର ଦକ୍ଷତା ରହିଛି। ଏହା ଦ୍ୱାରା ରାଜ୍ୟର ରୋଗୀମାନଙ୍କୁ ବାହାରକୁ ଯିବାକୁ ପଡିବ ନାହିଁ। ହସ୍ପିଟାଲ କର୍ତ୍ତୃପକ୍ଷ କହିଛନ୍ତି ଯେ ଆଧୁନିକ ଯନ୍ତ୍ରପାତି ସହ ପ୍ଲାଷ୍ଟିକ ସର୍ଜରୀ ବିଭାଗ ସମ୍ପ୍ରସାରଣ କରାଯାଉଛି।: [4, 1140, 190, 1318]
ntpc-station: (TALCHER SUPER THERMAL POWER STATION, KANIHA): [277, 1874, 509, 1884]
rape-story-body: ଗୋପ, (ଡି.ଏନ୍.ଏ.) – ଗୋପ ଥାନା ଅଧୀନ ଜଣେ ଗ୍ରାମର ଜଣେ ନାବାଳିକା ଯୁବତୀ (୧୬)ଙ୍କୁ ଗାଁର ଜଣେ ବର୍ଷୀୟାନ ବୃଦ୍ଧ (୬୦) ବିଭିନ୍ନ ପ୍ରଲୋଭନ ଦେଖାଇ ବଳାତ୍କାର କରିଥିବା ନେଇ ଥାନାରେ ଅଭିଯୋଗ ହୋଇଛି। ଯୁବତୀ ଜଣକ ଦିନ ମଜୁରିଆ ପରିବାରର। ଯୁବତୀଙ୍କୁ ଏକୁଟିଆ ପାଇ ବୃଦ୍ଧ ଜଣକ ତାକୁ ଘରକୁ ଡାକି ନେଇ ଜବରଦସ୍ତି ବଳାତ୍କାର କରିଥିଲା। ଘଟଣା ପରେ ବୃଦ୍ଧ ଜଣକ ଗାଁ ଛାଡି ଚମ୍ପଟ ମାରିଛି। ଯୁବତୀଙ୍କ ପରିବାର ଲୋକେ ଗୋପ ଥାନାରେ ଏତଲା ଦେଇଥିବା ବେଳେ ପୋଲିସ ମାମଲା ରୁଜୁ କରି ଅଭିଯୁକ୍ତର ସନ୍ଧାନ ଚଳାଇଛି। ଡାକ୍ତରୀ ପରୀକ୍ଷା ପାଇଁ ଯୁବତୀଙ୍କୁ ଜିଲ୍ଲା ମୁଖ୍ୟ ଡାକ୍ତରଖାନାକୁ ପଠାଯାଇଛି। ଗ୍ରାମବାସୀ ଏହି ଘଟଣାକୁ ନେଇ କ୍ଷୁବ୍ଧ ହୋଇଛନ୍ତି ଏବଂ ଅଭିଯୁକ୍ତଙ୍କୁ ଶୀଘ୍ର ଗିରଫ ପାଇଁ ଦାବି କରିଛନ୍ତି। ଥାନା ଅଧିକାରୀ କହିଛନ୍ତି ଯେ ଅଭିଯୁକ୍ତ ଶୀଘ୍ର ଧରାପଡିବ। ଏହି ଘଟଣାକୁ ନେଇ ଅଞ୍ଚଳରେ ଚାଞ୍ଚଲ୍ୟ ଖେଳିଯାଇଛି।: [1128, 70, 1494, 214]
odia-corrigendum-body: ଗତ ତା ୧୬|୨|୨୦୧୧ ରିଖ ପ୍ରକାଶିତ ମେଟ୍ରୋ ଧରିତ୍ରୀରେ ଶ୍ରୀ ଅନନ୍ତ ଜେନା ଅରଜେଣ୍ଟି ବିକ୍ରି ନୋଟିସରେ ଜମିର ଖାତା ନମ୍ବର ଭୁଲ ପ୍ରକାଶିତ ହୋଇଥିଲା। ଏହାକୁ ସଂଶୋଧନ କରି ପଢ଼ିବେ। ତା ୧୬|୨|୨୦୧୧ରିଖ ପୁରୀ ଅଫିସ ପୃଷ୍ଠାରେ ଅନାୟାସ ଭୁଲ ପାଇଁ ଆମେ ଦୁଃଖିତ।: [946, 1385, 1110, 1460]
bus-story-headline: ୨୪ରୁ ସିଟି ବସ୍ ଡ୍ରାଇଭରଙ୍କ ଧର୍ମଘଟ: [4, 1429, 170, 1476]
idco-ref: No.: BBSR/ELECT./E-1720/10-11/493: [1136, 1395, 1298, 1406]
primary-school-headline: ଅବ୍ୟବସ୍ଥା ଘେରରେ ପ୍ରାଥମିକ ବିଦ୍ୟାଳୟ: [196, 1430, 531, 1454]
odia-corrigendum-sign: ବିଜ୍ଞାପନ କାର୍ଯ୍ୟନିର୍ବାହୀ: [1039, 1462, 1114, 1473]
ntpc-side-left: NTPC-CS-KI-006/-2010-11/09.02.2011: [200, 2026, 207, 2146]
ntpc-table-header: Last Date & Time for Receipt of Bid: [467, 1937, 517, 1990]
esic-phone: Ph.: 0674 - 2303387, Fax: 0674 - 2303375: [746, 1595, 956, 1607]
esic-headline2: (COVERED UNDER ESI ACT 1948): [590, 1668, 1112, 1686]
paradip-body: Sub : Auction of cycle stand measuring 200 Sqm. near main entrance of weekly market, 'V' Point Paradip. Cost of Tender Paper : Rs. 1,000/-, Earnest Money Deposit (EMD) : Rs. 5,000/-, Date of sale of Tender Paper : Dt. 17.02.2011 to 26.02.2011, Date and time of receipt of Tender Paper : Dt. 28.02.2011 upto 1.30 P.M., Details of Tender document is available at Paradip Port Website www.paradipport.gov.in and Estate Office.: [1136, 1180, 1488, 1263]
abandon-story-body: ନିମାପଡା,(ଡି.ଏନ୍.ଏ.)–ପତିଙ୍କୁ ପତ୍ନୀ ଛାଡିଦିଆ ଘଟଣା ଅନେକ ଶୁଣିଛୁ। ହେଲେ ତିନି ପତ୍ନୀଙ୍କ ଏକାସାଙ୍ଗରେ ପତିଙ୍କୁ ଛାଡି ଫେରାର ହେବା ଘଟଣା ବିରଳ। ନିମାପଡା ଥାନା ଅଞ୍ଚଳରେ ଏଭଳି ଏକ ଘଟଣା ଘଟିଛି। ଜଣେ ବ୍ୟକ୍ତିଙ୍କର ତିନି ପତ୍ନୀ ଥିଲେ। ସେମାନେ ସମସ୍ତେ ଗୋଟିଏ ଘରେ ରହୁଥିଲେ। ହଠାତ୍ ଦିନେ ତିନିଜଣ ଯାକ ଘରୁ ନିଖୋଜ ହୋଇଯାଇଛନ୍ତି। ସ୍ୱାମୀ ଥାନାରେ ଅଭିଯୋଗ କରିଛନ୍ତି। ଘରୁ ଯିବା ବେଳେ ସେମାନେ ଗହଣା ଓ ନଗଦ ଟଙ୍କା ସାଙ୍ଗରେ ନେଇଯାଇଥିବା ଅଭିଯୋଗ ହୋଇଛି। ପୋଲିସ ମାମଲା ରୁଜୁ କରି ତଦନ୍ତ ଆରମ୍ଭ କରିଛି। ଏହି ଘଟଣା ଅଞ୍ଚଳରେ ଚର୍ଚ୍ଚାର ବିଷୟ ପାଲଟିଛି। ଗ୍ରାମବାସୀଙ୍କ କହିବା ଅନୁସାରେ ପରିବାରରେ କିଛି ଦିନ ହେଲା କଳହ ଲାଗିରହିଥିଲା। ପୋଲିସ ତିନି ମହିଳାଙ୍କ ଖୋଜାଖୋଜି ଜାରି ରଖିଛି ଏବଂ ସମ୍ପର୍କୀୟଙ୍କ ଘରେ ମଧ୍ୟ ଚଢାଉ କରାଯାଉଛି। ସ୍ୱାମୀଙ୍କ ଅଭିଯୋଗ ଆଧାରରେ ପୋଲିସ ବିଭିନ୍ନ ଦିଗରୁ ତଦନ୍ତ କରୁଛି।: [12, 249, 354, 412]
ntpc-table-cell: 18.02.2011 to 04.03.2011: [418, 2063, 467, 2106]
ntpc-table-cell: 2: [217, 2063, 236, 2106]
book-fair-sub1-headline: ଗୃହିଣୀଙ୍କ ପସନ୍ଦ ଖାଦ୍ୟସାମଗ୍ରୀ ପ୍ରସ୍ତୁତ ବହି: [536, 1128, 791, 1144]
esic-headline: INTIMATION TO EMPLOYERS ON ESIC IT ROLL OUT: [639, 1641, 1063, 1660]
ntpc-table-cell: 32.09: [370, 1990, 418, 2063]
ntpc-table-cell: 18.03.2011 UPTO 03:30 PM: [467, 1990, 517, 2063]
paradip-ref: No. : AD-EST-LAND-OPNSP-41/07 (P.I) /606: [1136, 1152, 1318, 1162]
ntpc-ad: [196, 1824, 576, 2334]
book-fair-sub3-headline: ଗୋଟିଏ ମିନିଟ୍‌ରେ ଅଣ୍ଡାରୁ କୁକୁଡ଼ା: [536, 1208, 732, 1227]
book-fair-headline: ଭୁବନେଶ୍ୱର ପୁସ୍ତକ ମେଳା: ବୟସକୁ ଦେଖି ବହି: [196, 1087, 722, 1121]
idco-sub: (A Government of Orissa Undertaking): [1276, 1370, 1430, 1380]
ntpc-sub: (A Govt. of India Enterprise): [267, 1856, 391, 1867]
ntpc-table-cell: 18.02.2011 to 04.03.2011: [418, 2106, 467, 2159]
idco-title: ORISSA INDUSTRIAL INFRASTRUCTURE DEVELOPMENT CORPORATION: [1244, 1346, 1461, 1370]
dance-photo-image: [306, 712, 910, 1062]
ntpc-table-cell: 3: [217, 2106, 236, 2159]
esic-signer: (A.S. MEERAN): [1002, 1982, 1082, 1995]
book-fair-sub3-body: ସାଧାରଣତଃ ଗୋଟିଏ ଅଣ୍ଡାରୁ କୁକୁଡ଼ା ଛୁଆ ବାହାରିବାକୁ ୨୧ ଦିନ ସମୟ ଲାଗିଥାଏ। ମାତ୍ର ପୁସ୍ତକ ମେଳାରେ ଏକ ଯାଦୁକର ଗୋଟିଏ ମିନିଟ୍‌ରେ ଅଣ୍ଡାରୁ କୁକୁଡ଼ା ବାହାର କରି ଦର୍ଶକଙ୍କୁ ଚମତ୍କୃତ କରୁଛନ୍ତି। ଏହି ଯାଦୁ ଦେଖିବା ପାଇଁ ବହୁ ଲୋକ ଭିଡ଼ ଜମାଉଛନ୍ତି।: [536, 1230, 916, 1273]
esic-ref: No.44-G-32/11/15/2010 (SYS): [590, 1622, 738, 1634]
paradip-footer-ref: PPT/PR/561/10-11 Dt. 14.02.11: [1136, 1268, 1256, 1278]
